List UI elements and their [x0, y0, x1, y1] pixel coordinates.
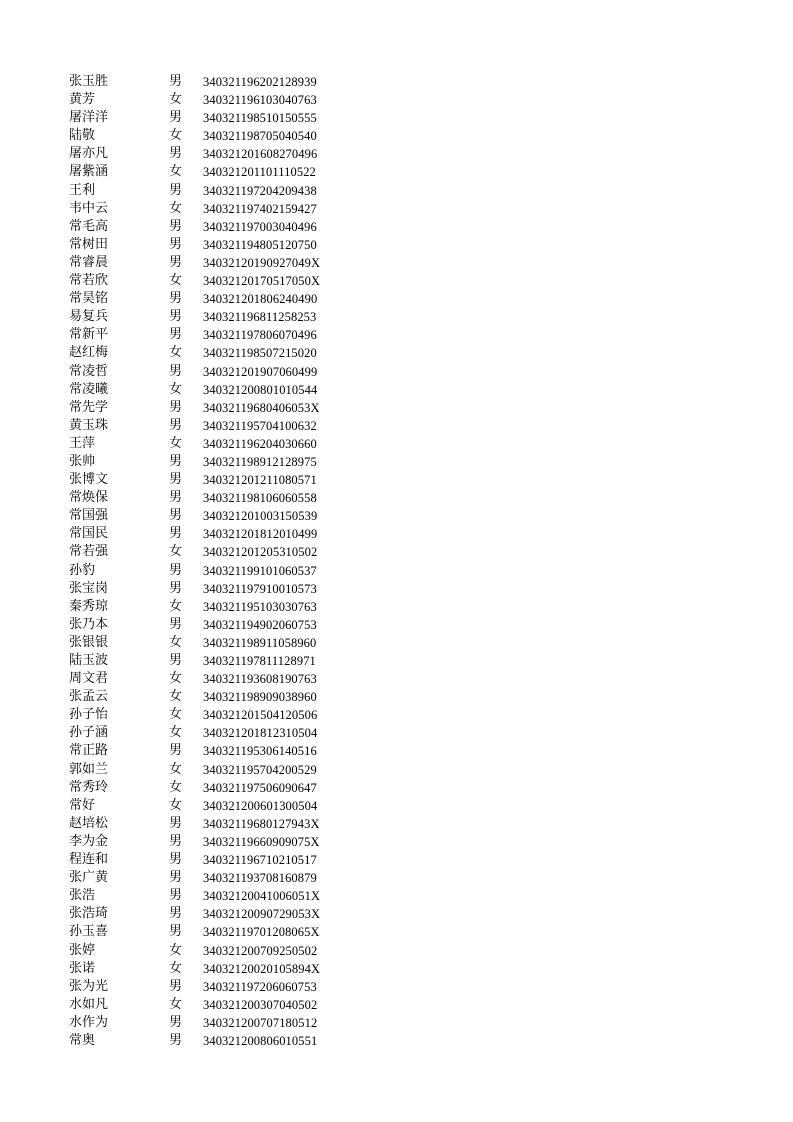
person-gender: 男 — [169, 562, 183, 578]
person-gender: 女 — [169, 761, 183, 777]
list-row — [0, 905, 793, 923]
list-row — [0, 942, 793, 960]
list-row — [0, 869, 793, 887]
person-name: 张婷 — [69, 942, 96, 958]
person-gender: 男 — [169, 327, 183, 343]
list-row — [0, 236, 793, 254]
person-gender: 女 — [169, 779, 183, 795]
person-name: 孙玉喜 — [69, 924, 109, 940]
list-row — [0, 923, 793, 941]
person-name: 常好 — [69, 797, 96, 813]
person-name: 赵培松 — [69, 815, 109, 831]
person-gender: 男 — [169, 906, 183, 922]
person-id-number: 340321199101060537 — [203, 563, 317, 578]
person-id-number: 340321201003150539 — [203, 509, 318, 524]
person-gender: 男 — [169, 833, 183, 849]
list-row — [0, 73, 793, 91]
person-name: 常正路 — [69, 743, 109, 759]
person-id-number: 340321197910010573 — [203, 581, 317, 596]
person-id-number: 340321200801010544 — [203, 382, 318, 397]
person-id-number: 340321198507215020 — [203, 346, 317, 361]
person-id-number: 340321200709250502 — [203, 943, 318, 958]
person-id-number: 34032119701208065X — [203, 925, 320, 940]
person-name: 常树田 — [69, 236, 109, 252]
person-id-number: 340321201205310502 — [203, 545, 318, 560]
list-row — [0, 543, 793, 561]
person-name: 常若欣 — [69, 273, 109, 289]
person-name: 程连和 — [69, 852, 109, 868]
person-gender: 女 — [169, 598, 183, 614]
person-gender: 女 — [169, 128, 183, 144]
person-list — [0, 73, 793, 1050]
person-name: 常若强 — [69, 544, 109, 560]
list-row — [0, 1032, 793, 1050]
list-row — [0, 399, 793, 417]
person-gender: 女 — [169, 544, 183, 560]
person-gender: 男 — [169, 218, 183, 234]
person-gender: 男 — [169, 182, 183, 198]
person-name: 屠亦凡 — [69, 146, 109, 162]
person-id-number: 340321197811128971 — [203, 654, 316, 668]
person-gender: 男 — [169, 1014, 183, 1030]
person-name: 韦中云 — [69, 200, 109, 216]
person-gender: 男 — [169, 888, 183, 904]
person-name: 陆玉波 — [69, 653, 109, 668]
list-row — [0, 960, 793, 978]
list-row — [0, 91, 793, 109]
person-id-number: 340321198705040540 — [203, 129, 317, 144]
person-id-number: 340321197206060753 — [203, 979, 317, 994]
person-name: 常凌曦 — [69, 381, 109, 397]
person-name: 秦秀琼 — [69, 598, 109, 614]
person-name: 常国民 — [69, 526, 109, 542]
list-row — [0, 706, 793, 724]
person-gender: 男 — [169, 309, 183, 325]
person-gender: 女 — [169, 273, 183, 289]
person-id-number: 340321198912128975 — [203, 454, 317, 469]
person-gender: 男 — [169, 870, 183, 886]
person-gender: 男 — [169, 363, 183, 379]
list-row — [0, 381, 793, 399]
person-gender: 女 — [169, 345, 183, 361]
person-name: 张诺 — [69, 960, 96, 976]
person-id-number: 340321200707180512 — [203, 1015, 318, 1030]
list-row — [0, 308, 793, 326]
person-id-number: 340321196811258253 — [203, 310, 317, 325]
person-gender: 男 — [169, 653, 183, 668]
person-id-number: 340321201504120506 — [203, 708, 318, 723]
list-row — [0, 326, 793, 344]
list-row — [0, 779, 793, 797]
list-row — [0, 471, 793, 489]
person-id-number: 340321195103030763 — [203, 599, 317, 614]
person-gender: 女 — [169, 200, 183, 216]
person-id-number: 34032120020105894X — [203, 961, 321, 976]
person-gender: 女 — [169, 707, 183, 723]
person-name: 张广黄 — [69, 870, 109, 886]
list-row — [0, 145, 793, 163]
person-gender: 女 — [169, 960, 183, 976]
person-gender: 男 — [169, 399, 183, 415]
person-name: 常凌哲 — [69, 363, 109, 379]
list-row — [0, 218, 793, 236]
person-gender: 男 — [169, 508, 183, 524]
list-row — [0, 724, 793, 742]
list-row — [0, 562, 793, 580]
person-gender: 女 — [169, 634, 183, 650]
person-name: 张宝岗 — [69, 580, 109, 596]
person-name: 赵红梅 — [69, 345, 109, 361]
person-id-number: 34032119660909075X — [203, 834, 320, 849]
person-gender: 女 — [169, 164, 183, 180]
person-gender: 女 — [169, 797, 183, 813]
list-row — [0, 507, 793, 525]
person-gender: 女 — [169, 689, 183, 705]
person-gender: 男 — [169, 815, 183, 831]
person-gender: 男 — [169, 74, 183, 89]
list-row — [0, 851, 793, 869]
person-id-number: 340321197402159427 — [203, 201, 317, 216]
list-row — [0, 254, 793, 272]
person-name: 常秀玲 — [69, 779, 109, 795]
person-gender: 男 — [169, 743, 183, 759]
list-row — [0, 109, 793, 127]
list-row — [0, 652, 793, 670]
list-row — [0, 616, 793, 634]
person-name: 黄玉珠 — [69, 417, 109, 433]
person-id-number: 340321197003040496 — [203, 219, 317, 234]
person-id-number: 34032120041006051X — [203, 889, 321, 904]
person-id-number: 340321194902060753 — [203, 617, 317, 632]
person-name: 水如凡 — [69, 996, 109, 1012]
person-gender: 女 — [169, 381, 183, 397]
person-name: 孙子怡 — [69, 707, 109, 723]
list-row — [0, 598, 793, 616]
person-gender: 女 — [169, 725, 183, 741]
list-row — [0, 417, 793, 435]
person-id-number: 340321201806240490 — [203, 292, 318, 307]
person-id-number: 340321200806010551 — [203, 1033, 318, 1048]
person-gender: 女 — [169, 942, 183, 958]
person-id-number: 34032119680406053X — [203, 400, 320, 415]
list-row — [0, 453, 793, 471]
person-gender: 男 — [169, 924, 183, 940]
person-gender: 男 — [169, 978, 183, 994]
person-id-number: 340321193708160879 — [203, 871, 317, 886]
person-name: 常睿晨 — [69, 254, 109, 270]
person-name: 张乃本 — [69, 616, 109, 632]
person-name: 孙豹 — [69, 562, 96, 578]
person-id-number: 34032119680127943X — [203, 816, 320, 831]
person-id-number: 340321193608190763 — [203, 672, 317, 687]
person-gender: 男 — [169, 526, 183, 542]
list-row — [0, 525, 793, 543]
list-row — [0, 833, 793, 851]
person-id-number: 340321200601300504 — [203, 798, 318, 813]
person-gender: 男 — [169, 616, 183, 632]
list-row — [0, 363, 793, 381]
person-gender: 男 — [169, 291, 183, 307]
person-name: 张孟云 — [69, 689, 109, 705]
person-id-number: 340321196202128939 — [203, 75, 317, 89]
person-name: 易复兵 — [69, 309, 109, 325]
person-id-number: 340321201101110522 — [203, 165, 316, 180]
person-gender: 男 — [169, 146, 183, 162]
person-name: 常昊铭 — [69, 291, 109, 307]
list-row — [0, 887, 793, 905]
list-row — [0, 996, 793, 1014]
person-id-number: 34032120170517050X — [203, 274, 321, 289]
person-id-number: 340321201812310504 — [203, 726, 318, 741]
list-row — [0, 200, 793, 218]
person-id-number: 340321194805120750 — [203, 237, 317, 252]
person-gender: 男 — [169, 236, 183, 252]
person-id-number: 340321195704200529 — [203, 762, 317, 777]
list-row — [0, 815, 793, 833]
person-id-number: 340321201812010499 — [203, 527, 318, 542]
list-row — [0, 670, 793, 688]
person-name: 屠紫涵 — [69, 164, 109, 180]
person-gender: 女 — [169, 92, 183, 108]
person-name: 王利 — [69, 182, 96, 198]
list-row — [0, 1014, 793, 1032]
person-id-number: 340321196103040763 — [203, 93, 317, 108]
person-id-number: 340321201907060499 — [203, 364, 318, 379]
person-gender: 男 — [169, 453, 183, 469]
list-row — [0, 182, 793, 200]
person-name: 水作为 — [69, 1014, 109, 1030]
person-name: 郭如兰 — [69, 761, 109, 777]
person-name: 常国强 — [69, 508, 109, 524]
list-row — [0, 688, 793, 706]
person-name: 常先学 — [69, 399, 109, 415]
person-name: 常毛高 — [69, 218, 109, 234]
list-row — [0, 797, 793, 815]
person-name: 黄芳 — [69, 92, 96, 108]
person-name: 张浩 — [69, 888, 96, 904]
person-name: 张玉胜 — [69, 74, 109, 89]
person-id-number: 340321198909038960 — [203, 690, 317, 705]
list-row — [0, 163, 793, 181]
person-gender: 男 — [169, 580, 183, 596]
person-id-number: 340321195306140516 — [203, 744, 317, 759]
person-gender: 男 — [169, 254, 183, 270]
list-row — [0, 742, 793, 760]
person-name: 陆敬 — [69, 128, 96, 144]
person-gender: 男 — [169, 472, 183, 488]
person-name: 张银银 — [69, 634, 109, 650]
list-row — [0, 272, 793, 290]
list-row — [0, 127, 793, 145]
person-id-number: 340321195704100632 — [203, 418, 317, 433]
person-gender: 男 — [169, 852, 183, 868]
person-id-number: 340321198510150555 — [203, 111, 317, 126]
list-row — [0, 634, 793, 652]
person-name: 屠洋洋 — [69, 110, 109, 126]
person-id-number: 340321200307040502 — [203, 997, 318, 1012]
person-gender: 女 — [169, 996, 183, 1012]
list-row — [0, 978, 793, 996]
person-id-number: 340321197204209438 — [203, 183, 317, 198]
person-name: 张博文 — [69, 472, 109, 488]
list-row — [0, 489, 793, 507]
list-row — [0, 290, 793, 308]
person-id-number: 340321196710210517 — [203, 853, 317, 868]
list-row — [0, 344, 793, 362]
person-id-number: 340321201211080571 — [203, 473, 317, 488]
person-name: 李为金 — [69, 833, 109, 849]
person-name: 张为光 — [69, 978, 109, 994]
person-gender: 女 — [169, 671, 183, 687]
person-name: 张帅 — [69, 453, 96, 469]
person-name: 王萍 — [69, 435, 96, 451]
person-id-number: 340321197806070496 — [203, 328, 317, 343]
person-name: 常新平 — [69, 327, 109, 343]
person-id-number: 34032120090729053X — [203, 907, 321, 922]
person-id-number: 340321201608270496 — [203, 147, 318, 162]
person-name: 周文君 — [69, 671, 109, 687]
person-gender: 女 — [169, 435, 183, 451]
person-id-number: 340321197506090647 — [203, 780, 317, 795]
person-name: 孙子涵 — [69, 725, 109, 741]
person-id-number: 340321198911058960 — [203, 635, 317, 650]
person-gender: 男 — [169, 110, 183, 126]
person-name: 常焕保 — [69, 490, 109, 506]
person-id-number: 340321196204030660 — [203, 436, 317, 451]
person-gender: 男 — [169, 1032, 183, 1048]
person-name: 常奥 — [69, 1032, 96, 1048]
list-row — [0, 580, 793, 598]
person-gender: 男 — [169, 490, 183, 506]
person-gender: 男 — [169, 417, 183, 433]
list-row — [0, 435, 793, 453]
person-id-number: 34032120190927049X — [203, 255, 321, 270]
person-name: 张浩琦 — [69, 906, 109, 922]
person-id-number: 340321198106060558 — [203, 491, 317, 506]
list-row — [0, 761, 793, 779]
